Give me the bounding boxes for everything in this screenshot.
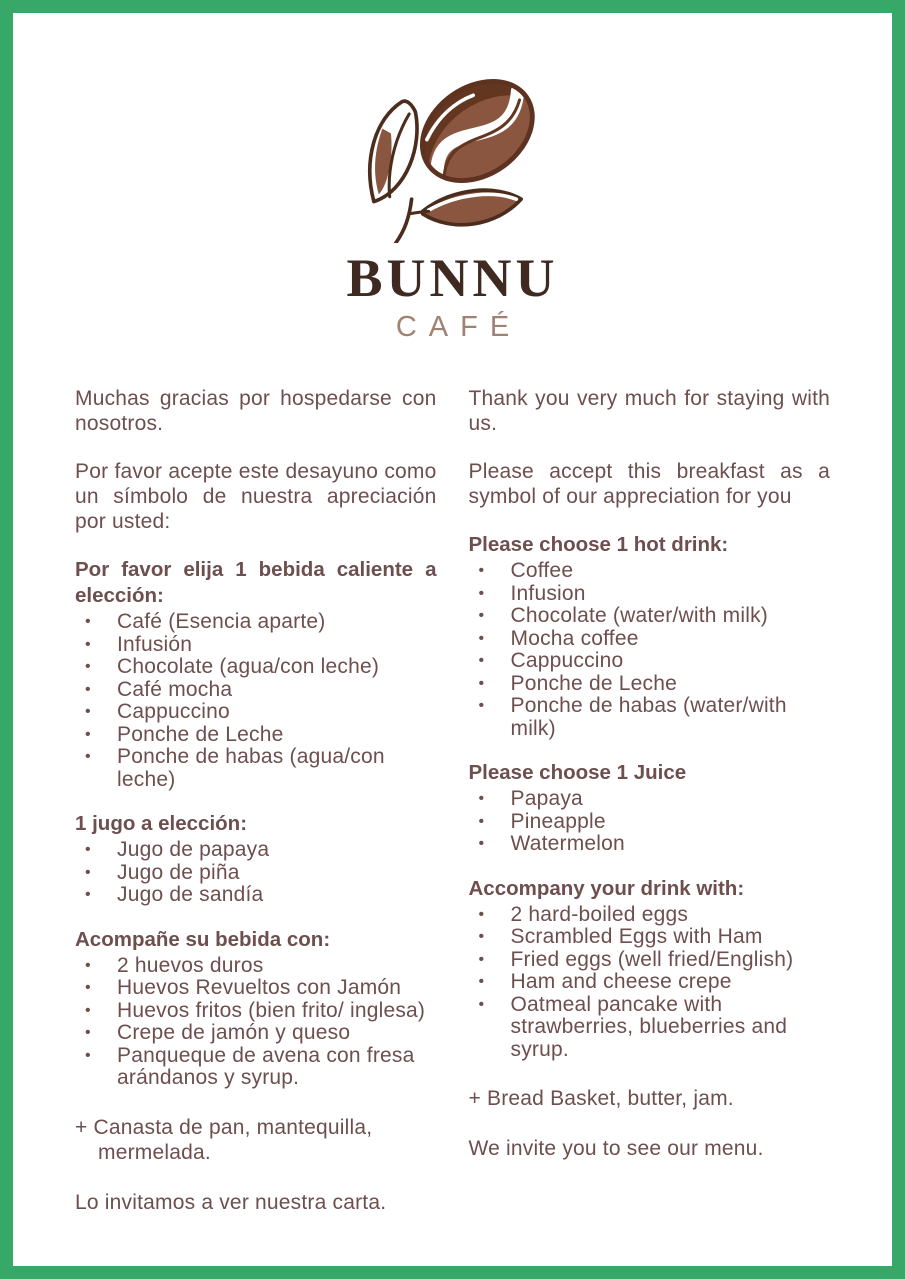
list-item: • Ham and cheese crepe (469, 971, 831, 994)
section-heading: Por favor elija 1 bebida caliente a elección: (75, 558, 437, 607)
list-item: • Infusión (75, 634, 437, 657)
bread-basket-note-en: + Bread Basket, butter, jam. (468, 1087, 734, 1110)
list-item: • Ponche de Leche (469, 673, 831, 696)
english-column (469, 386, 831, 1215)
section-heading: Acompañe su bebida con: (75, 927, 331, 951)
list-item: • Ponche de habas (agua/con leche) (75, 746, 437, 791)
menu-columns (13, 386, 892, 1215)
juice-list-es (75, 839, 437, 907)
list-item: • Ponche de Leche (75, 724, 437, 747)
list-item: • Crepe de jamón y queso (75, 1022, 437, 1045)
coffee-bean-with-leaves-icon (353, 75, 553, 243)
list-item: • Watermelon (469, 833, 831, 856)
list-item: • Café (Esencia aparte) (75, 611, 437, 634)
list-item: • Huevos Revueltos con Jamón (75, 977, 437, 1000)
hot-drink-list-en (469, 560, 831, 740)
list-item: • Café mocha (75, 679, 437, 702)
list-item: • Panqueque de avena con fresa arándanos y syrup. (75, 1045, 437, 1090)
juice-section-en (469, 760, 831, 856)
brand-name: BUNNU (346, 248, 559, 308)
side-list-en (469, 904, 831, 1062)
list-item: • 2 huevos duros (75, 955, 437, 978)
side-section-en (469, 876, 831, 1062)
list-item: • Fried eggs (well fried/English) (469, 949, 831, 972)
list-item: • Jugo de papaya (75, 839, 437, 862)
see-menu-note-es: Lo invitamos a ver nuestra carta. (75, 1190, 387, 1214)
list-item: • Chocolate (water/with milk) (469, 605, 831, 628)
thanks-paragraph-es: Muchas gracias por hospedarse con nosotros. (75, 387, 437, 435)
list-item: • 2 hard-boiled eggs (469, 904, 831, 927)
side-list-es (75, 955, 437, 1090)
see-menu-note-en: We invite you to see our menu. (468, 1137, 764, 1160)
list-item: • Huevos fritos (bien frito/ inglesa) (75, 1000, 437, 1023)
side-section-es (75, 927, 437, 1090)
list-item: • Chocolate (agua/con leche) (75, 656, 437, 679)
list-item: • Infusion (469, 583, 831, 606)
list-item: • Oatmeal pancake with strawberries, blueberries and syrup. (469, 994, 831, 1062)
logo (13, 75, 892, 344)
list-item: • Cappuccino (75, 701, 437, 724)
thanks-paragraph-en: Thank you very much for staying with us. (468, 387, 830, 435)
hot-drink-list-es (75, 611, 437, 791)
hot-drink-section-en (469, 532, 831, 740)
list-item: • Ponche de habas (water/with milk) (469, 695, 831, 740)
juice-list-en (469, 788, 831, 856)
accept-breakfast-paragraph-es: Por favor acepte este desayuno como un símbolo de nuestra apreciación por usted: (75, 460, 437, 533)
accept-breakfast-paragraph-en: Please accept this breakfast as a symbol of our appreciation for you (468, 460, 830, 508)
list-item: • Coffee (469, 560, 831, 583)
bread-basket-note-es: + Canasta de pan, mantequilla, mermelada. (75, 1115, 373, 1164)
list-item: • Papaya (469, 788, 831, 811)
section-heading: Accompany your drink with: (468, 876, 745, 900)
spanish-column (75, 386, 437, 1215)
list-item: • Jugo de sandía (75, 884, 437, 907)
section-heading: 1 jugo a elección: (75, 812, 248, 835)
section-heading: Please choose 1 Juice (468, 761, 687, 784)
list-item: • Cappuccino (469, 650, 831, 673)
section-heading: Please choose 1 hot drink: (468, 533, 729, 556)
hot-drink-section-es (75, 557, 437, 791)
list-item: • Scrambled Eggs with Ham (469, 926, 831, 949)
list-item: • Mocha coffee (469, 628, 831, 651)
juice-section-es (75, 811, 437, 907)
list-item: • Jugo de piña (75, 862, 437, 885)
brand-subtitle: CAFÉ (395, 311, 522, 343)
list-item: • Pineapple (469, 811, 831, 834)
